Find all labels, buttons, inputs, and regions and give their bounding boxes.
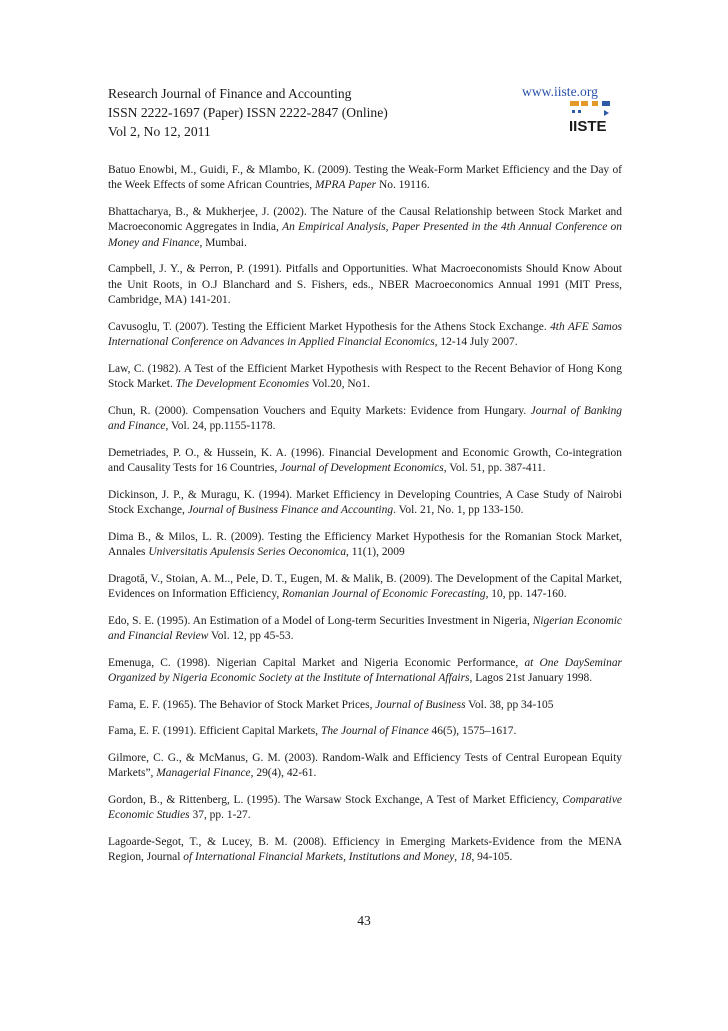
reference-text: Gilmore, C. G., & McManus, G. M. (2003). Random-Walk and Efficiency Tests of Central European Equity Markets”,	[108, 752, 622, 780]
reference-list	[108, 163, 622, 877]
reference-entry	[108, 572, 622, 603]
reference-source-italic: Managerial Finance	[156, 767, 251, 780]
reference-text: No. 19116.	[376, 179, 430, 192]
reference-entry	[108, 751, 622, 782]
reference-entry	[108, 793, 622, 824]
journal-url[interactable]: www.iiste.org	[522, 84, 598, 99]
reference-text: , 29(4), 42-61.	[250, 767, 317, 780]
reference-source-italic: Nigerian Economic and Financial Review	[108, 614, 622, 643]
reference-text: Fama, E. F. (1991). Efficient Capital Markets,	[108, 725, 321, 738]
reference-text: Dickinson, J. P., & Muragu, K. (1994). Market Efficiency in Developing Countries, A Case Study of Nairobi Stock Exchange,	[108, 488, 622, 517]
reference-source-italic: Comparative Economic Studies	[108, 794, 622, 822]
reference-entry	[108, 530, 622, 561]
reference-source-italic: An Empirical Analysis, Paper Presented in the 4th Annual Conference on Money and Finance	[108, 221, 622, 249]
reference-text: , Vol. 24, pp.1155-1178.	[165, 420, 276, 433]
reference-source-italic: MPRA Paper	[315, 179, 377, 192]
reference-text: 37, pp. 1-27.	[189, 809, 251, 822]
reference-entry	[108, 614, 622, 645]
reference-text: , Vol. 51, pp. 387-411.	[443, 462, 546, 475]
reference-entry	[108, 835, 622, 866]
reference-text: , 11(1), 2009	[346, 546, 405, 559]
reference-entry	[108, 205, 622, 251]
reference-source-italic: Journal of Development Economics	[280, 462, 444, 475]
reference-text: Demetriades, P. O., & Hussein, K. A. (1996). Financial Development and Economic Growth, Co-integration and Causality Tests for 16 Countries,	[108, 446, 622, 475]
reference-entry	[108, 488, 622, 519]
reference-entry	[108, 656, 622, 687]
reference-entry	[108, 320, 622, 351]
reference-text: Cavusoglu, T. (2007). Testing the Efficient Market Hypothesis for the Athens Stock Exchange.	[108, 320, 551, 333]
reference-text: Edo, S. E. (1995). An Estimation of a Model of Long-term Securities Investment in Nigeria,	[108, 614, 533, 627]
reference-entry	[108, 362, 622, 393]
reference-source-italic: Journal of Banking and Finance	[108, 404, 623, 433]
reference-entry	[108, 446, 622, 477]
iiste-logo-icon	[566, 100, 614, 134]
reference-text: Gordon, B., & Rittenberg, L. (1995). The Warsaw Stock Exchange, A Test of Market Efficiency,	[108, 794, 563, 806]
journal-title: Research Journal of Finance and Accounting	[108, 86, 352, 101]
reference-text: Lagoarde-Segot, T., & Lucey, B. M. (2008). Efficiency in Emerging Markets-Evidence from the MENA Region, Journal	[108, 836, 622, 864]
reference-entry	[108, 404, 622, 435]
reference-text: 46(5), 1575–1617.	[428, 725, 517, 738]
reference-source-italic: Journal of Business	[375, 698, 466, 711]
reference-source-italic: 18	[460, 851, 472, 864]
page-number: 43	[357, 913, 371, 928]
reference-entry	[108, 724, 622, 739]
reference-text: ,	[454, 851, 460, 864]
reference-text: Dragotă, V., Stoian, A. M.., Pele, D. T., Eugen, M. & Malik, B. (2009). The Development of the Capital Market, Evidences on Information Efficiency,	[108, 572, 622, 601]
reference-source-italic: 4th AFE Samos International Conference on Advances in Applied Financial Economics	[108, 320, 622, 349]
reference-entry	[108, 262, 622, 308]
reference-source-italic: The Development Economies	[175, 378, 310, 391]
reference-text: , 10, pp. 147-160.	[485, 588, 567, 601]
reference-source-italic: The Journal of Finance	[320, 725, 429, 738]
reference-entry	[108, 698, 622, 713]
issn-line: ISSN 2222-1697 (Paper) ISSN 2222-2847 (Online)	[108, 105, 388, 120]
reference-text: Vol. 12, pp 45-53.	[208, 630, 294, 643]
reference-text: Campbell, J. Y., & Perron, P. (1991). Pitfalls and Opportunities. What Macroeconomists Should Know About the Unit Roots, in O.J Blanchard and S. Fishers, eds., NBER Macroeconomics Annual 1991 (MIT Press, Cambridge, MA) 141-201.	[108, 263, 622, 307]
reference-text: , Lagos 21st January 1998.	[469, 672, 593, 685]
reference-text: Vol. 38, pp 34-105	[465, 698, 554, 711]
reference-source-italic: Romanian Journal of Economic Forecasting	[282, 588, 486, 601]
reference-text: . Vol. 21, No. 1, pp 133-150.	[393, 504, 524, 517]
logo-text: IISTE	[569, 118, 607, 134]
reference-source-italic: at One DaySeminar Organized by Nigeria Economic Society at the Institute of International Affairs	[108, 656, 622, 685]
reference-text: , 12-14 July 2007.	[434, 336, 518, 349]
reference-text: Bhattacharya, B., & Mukherjee, J. (2002). The Nature of the Causal Relationship between Stock Market and Macroeconomic Aggregates in India,	[108, 206, 622, 234]
reference-text: , Mumbai.	[199, 236, 247, 249]
reference-entry	[108, 163, 622, 194]
reference-text: Law, C. (1982). A Test of the Efficient Market Hypothesis with Respect to the Recent Behavior of Hong Kong Stock Market.	[108, 362, 622, 391]
reference-source-italic: of International Financial Markets, Institutions and Money	[183, 851, 455, 864]
reference-text: Emenuga, C. (1998). Nigerian Capital Market and Nigeria Economic Performance,	[108, 656, 525, 669]
reference-text: , 94-105.	[471, 851, 513, 864]
reference-text: Vol.20, No1.	[309, 378, 370, 391]
reference-text: Fama, E. F. (1965). The Behavior of Stock Market Prices,	[108, 698, 376, 711]
reference-text: Chun, R. (2000). Compensation Vouchers and Equity Markets: Evidence from Hungary.	[108, 404, 531, 417]
reference-source-italic: Universitatis Apulensis Series Oeconomica	[148, 546, 347, 559]
reference-text: Batuo Enowbi, M., Guidi, F., & Mlambo, K. (2009). Testing the Weak-Form Market Efficiency and the Day of the Week Effects of some African Countries,	[108, 164, 622, 192]
reference-text: Dima B., & Milos, L. R. (2009). Testing the Efficiency Market Hypothesis for the Romanian Stock Market, Annales	[108, 530, 622, 559]
volume-line: Vol 2, No 12, 2011	[108, 124, 211, 139]
reference-source-italic: Journal of Business Finance and Accounting	[187, 504, 394, 517]
